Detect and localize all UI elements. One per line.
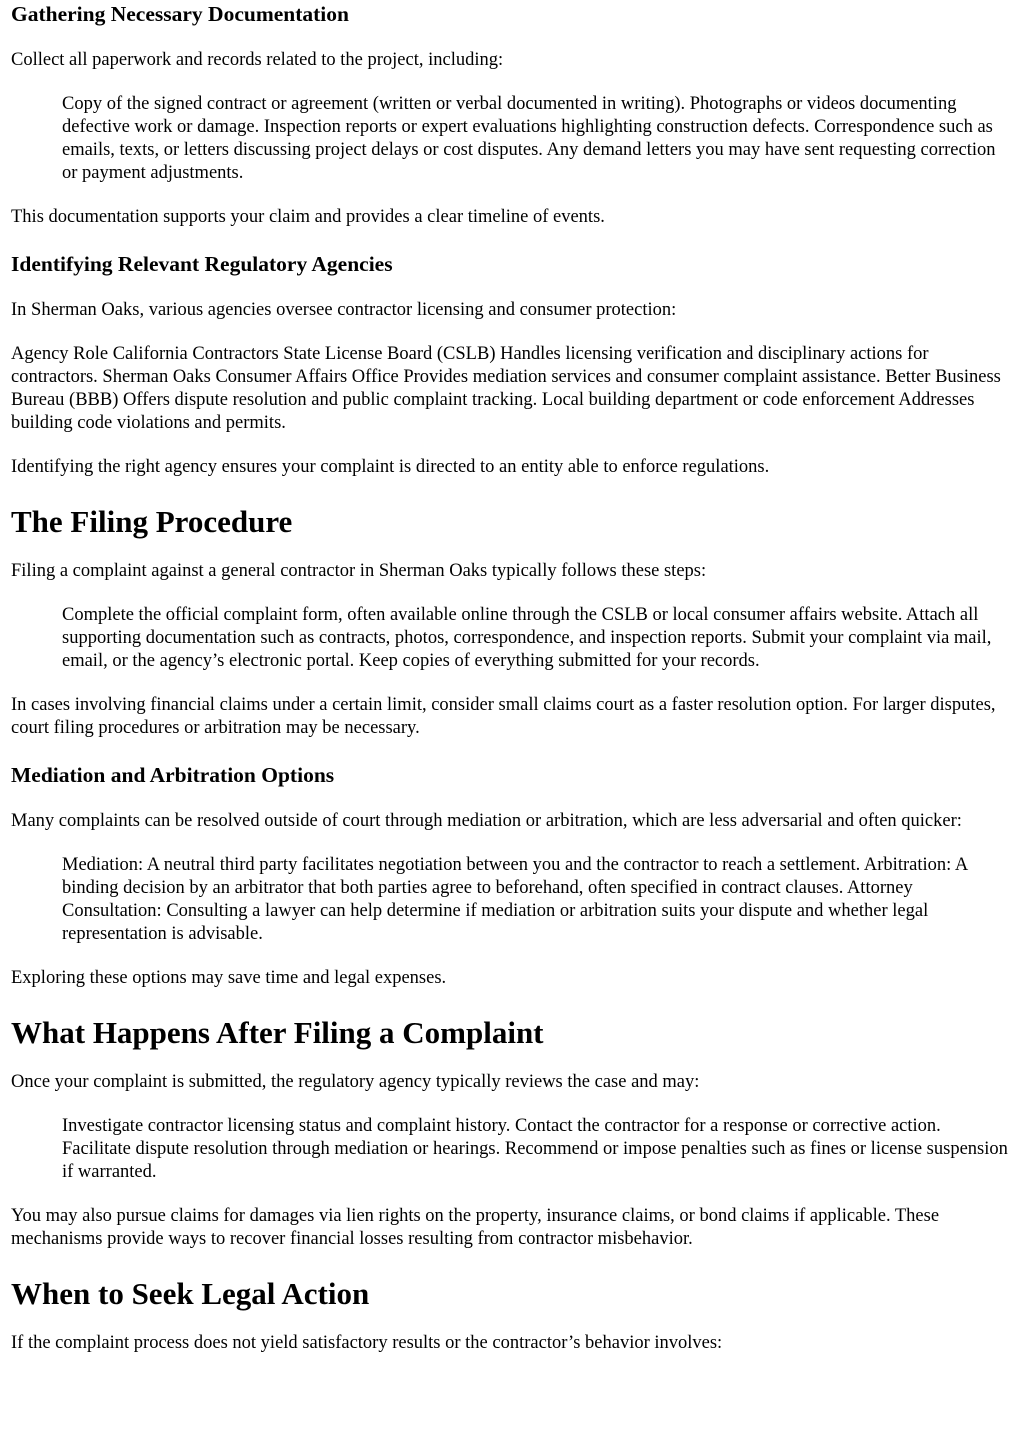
list-agency-actions: Investigate contractor licensing status and complaint history. Contact the contractor for a response or corrective action. Facilitate dispute resolution through mediation or hearings. Recommend or impose penalties such as fines or license suspension if warranted. xyxy=(62,1116,1008,1182)
agencies-table-text: Agency Role California Contractors State License Board (CSLB) Handles licensing verification and disciplinary actions for contractors. Sherman Oaks Consumer Affairs Office Provides mediation services and consumer complaint assistance. Better Business Bureau (BBB) Offers dispute resolution and public complaint tracking. Local building department or code enforcement Addresses building code violations and permits. xyxy=(11,344,1001,433)
section-heading-agencies: Identifying Relevant Regulatory Agencies xyxy=(11,252,393,276)
paragraph-mediation-outro: Exploring these options may save time and legal expenses. xyxy=(11,968,447,988)
list-filing-steps: Complete the official complaint form, often available online through the CSLB or local consumer affairs website. Attach all supporting documentation such as contracts, photos, correspondence, and inspection reports. Submit your complaint via mail, email, or the agency’s electronic portal. Keep copies of everything submitted for your records. xyxy=(62,605,992,671)
paragraph-agencies-intro: In Sherman Oaks, various agencies oversee contractor licensing and consumer protection: xyxy=(11,300,677,320)
list-mediation-options: Mediation: A neutral third party facilitates negotiation between you and the contractor to reach a settlement. Arbitration: A binding decision by an arbitrator that both parties agree to beforehand, often specified in contract clauses. Attorney Consultation: Consulting a lawyer can help determine if mediation or arbitration suits your dispute and whether legal representation is advisable. xyxy=(62,855,968,944)
paragraph-agencies-outro: Identifying the right agency ensures your complaint is directed to an entity able to enforce regulations. xyxy=(11,457,770,477)
section-heading-after-filing: What Happens After Filing a Complaint xyxy=(11,1015,544,1050)
section-heading-gathering: Gathering Necessary Documentation xyxy=(11,2,349,26)
paragraph-mediation-intro: Many complaints can be resolved outside of court through mediation or arbitration, which are less adversarial and often quicker: xyxy=(11,811,962,831)
paragraph-after-outro: You may also pursue claims for damages via lien rights on the property, insurance claims, or bond claims if applicable. These mechanisms provide ways to recover financial losses resulting from contractor misbehavior. xyxy=(11,1206,940,1249)
paragraph-legal-intro: If the complaint process does not yield satisfactory results or the contractor’s behavior involves: xyxy=(11,1333,723,1353)
section-heading-legal-action: When to Seek Legal Action xyxy=(11,1276,370,1311)
list-gathering-documents: Copy of the signed contract or agreement (written or verbal documented in writing). Photographs or videos documenting defective work or damage. Inspection reports or expert evaluations highlighting construction defects. Correspondence such as emails, texts, or letters discussing project delays or cost disputes. Any demand letters you may have sent requesting correction or payment adjustments. xyxy=(62,94,996,183)
paragraph-filing-outro: In cases involving financial claims under a certain limit, consider small claims court as a faster resolution option. For larger disputes, court filing procedures or arbitration may be necessary. xyxy=(11,695,996,738)
section-heading-filing: The Filing Procedure xyxy=(11,504,293,539)
paragraph-gathering-intro: Collect all paperwork and records related to the project, including: xyxy=(11,50,504,70)
paragraph-gathering-outro: This documentation supports your claim and provides a clear timeline of events. xyxy=(11,207,605,227)
paragraph-filing-intro: Filing a complaint against a general contractor in Sherman Oaks typically follows these steps: xyxy=(11,561,707,581)
document-page xyxy=(0,1,1024,1355)
paragraph-after-intro: Once your complaint is submitted, the regulatory agency typically reviews the case and may: xyxy=(11,1072,700,1092)
section-heading-mediation: Mediation and Arbitration Options xyxy=(11,763,335,787)
